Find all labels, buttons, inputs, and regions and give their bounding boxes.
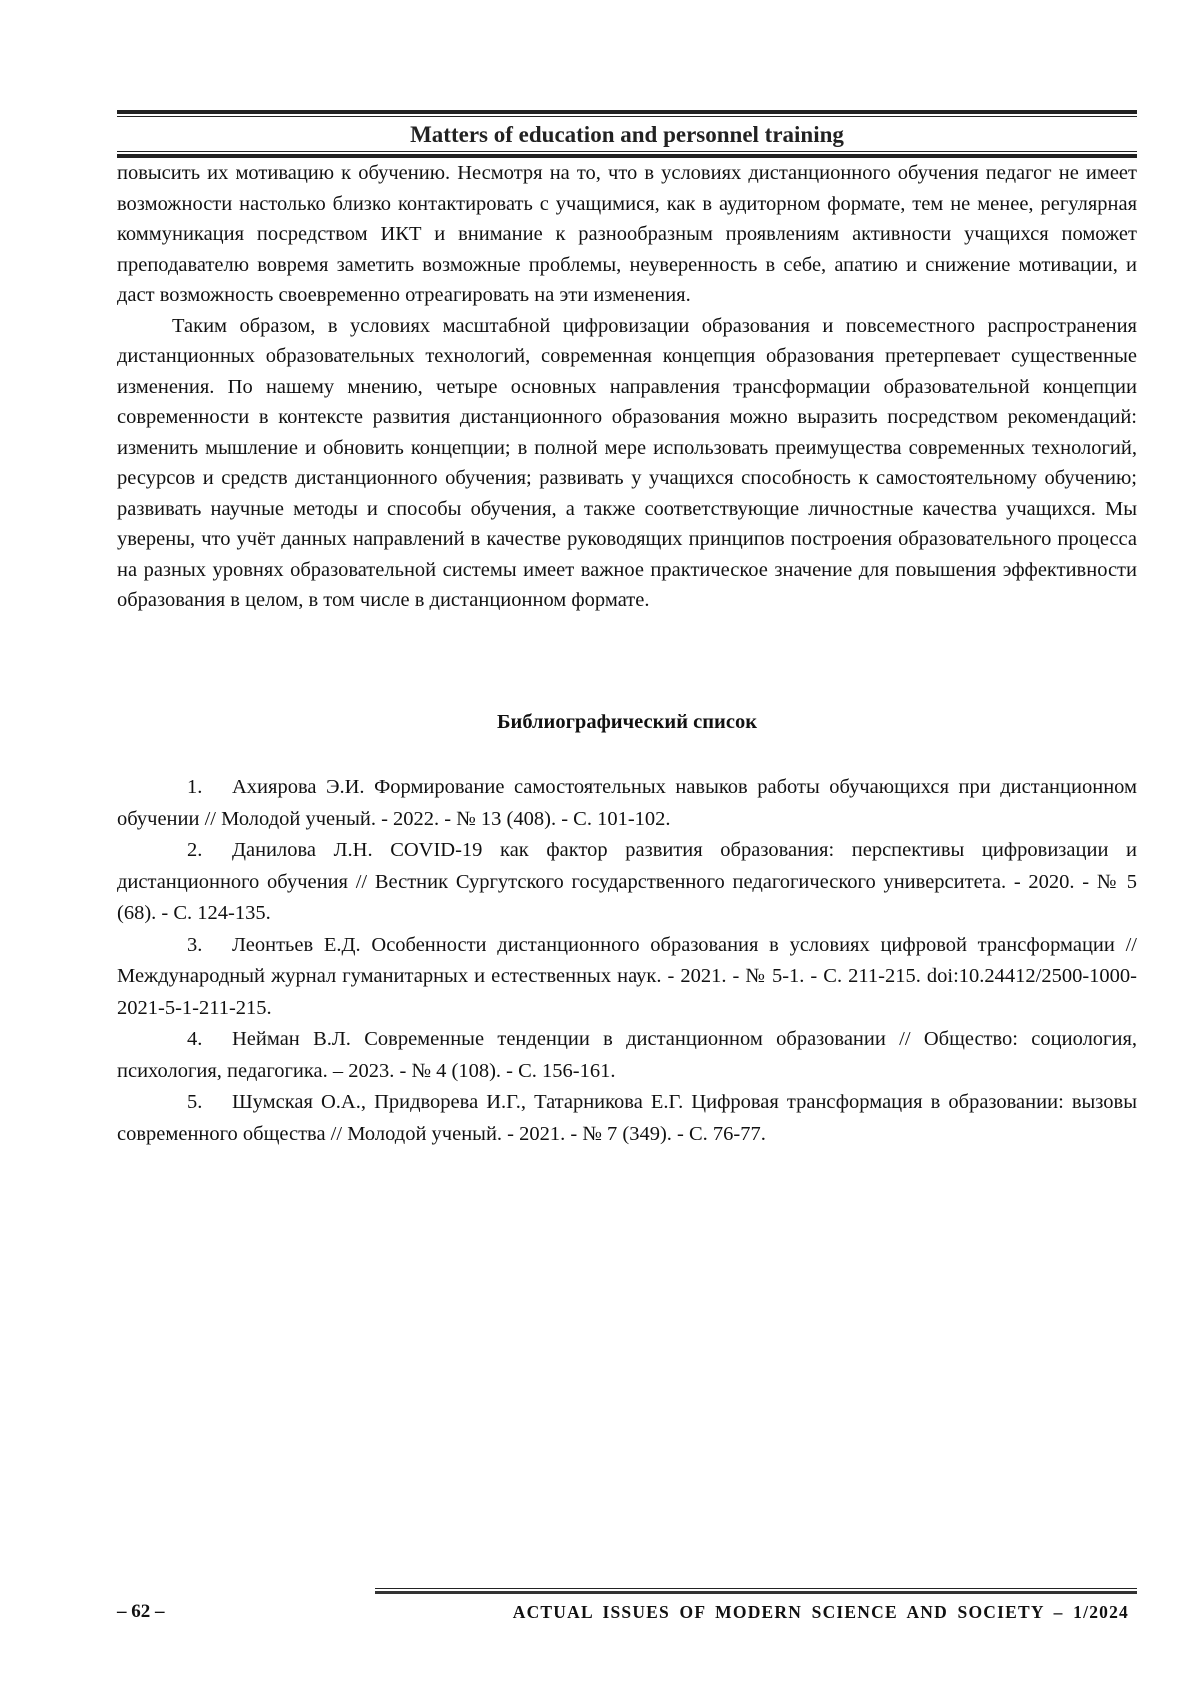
reference-text: Ахиярова Э.И. Формирование самостоятельных навыков работы обучающихся при дистанционном обучении // Молодой ученый. - 2022. - № 13 (408). - С. 101-102. [117,776,1137,830]
reference-number: 2. [187,839,203,861]
reference-number: 5. [187,1091,203,1113]
paragraph-conclusion: Таким образом, в условиях масштабной цифровизации образования и повсеместного распространения дистанционных образовательных технологий, современная концепция образования претерпевает существенные изменения. По нашему мнению, четыре основных направления трансформации образовательной концепции современности в контексте развития дистанционного образования можно выразить посредством рекомендаций: изменить мышление и обновить концепции; в полной мере использовать преимущества современных технологий, ресурсов и средств дистанционного обучения; развивать у учащихся способность к самостоятельному обучению; развивать научные методы и способы обучения, а также соответствующие личностные качества учащихся. Мы уверены, что учёт данных направлений в качестве руководящих принципов построения образовательного процесса на разных уровнях образовательной системы имеет важное практическое значение для повышения эффективности образования в целом, в том числе в дистанционном формате. [117,314,1137,611]
journal-name: ACTUAL ISSUES OF MODERN SCIENCE AND SOCIETY – 1/2024 [512,1602,1129,1622]
paragraph-continued: повысить их мотивацию к обучению. Несмотря на то, что в условиях дистанционного обучения педагог не имеет возможности настолько близко контактировать с учащимися, как в аудиторном формате, тем не менее, регулярная коммуникация посредством ИКТ и внимание к разнообразным проявлениям активности учащихся поможет преподавателю вовремя заметить возможные проблемы, неуверенность в себе, апатию и снижение мотивации, и даст возможность своевременно отреагировать на эти изменения. [117,162,1137,306]
bibliography-list [117,772,1137,1150]
reference-item [117,772,1137,835]
running-footer [117,1588,1137,1628]
reference-number: 3. [187,933,203,956]
reference-item [117,1024,1137,1087]
footer-rule-thick [375,1591,1137,1594]
reference-item [117,930,1137,1025]
reference-number: 1. [187,776,203,798]
reference-text: Шумская О.А., Придворева И.Г., Татарникова Е.Г. Цифровая трансформация в образовании: вызовы современного общества // Молодой ученый. - 2021. - № 7 (349). - С. 76-77. [117,1091,1137,1145]
running-header [117,110,1137,158]
reference-item [117,835,1137,930]
header-title: Matters of education and personnel training [410,122,844,147]
reference-text: Нейман В.Л. Современные тенденции в дистанционном образовании // Общество: социология, психология, педагогика. – 2023. - № 4 (108). - С. 156-161. [117,1028,1137,1082]
reference-text: Леонтьев Е.Д. Особенности дистанционного образования в условиях цифровой трансформации // Международный журнал гуманитарных и естественных наук. - 2021. - № 5-1. - С. 211-215. doi:10.24412/2500-1000-2021-5-1-211-215. [117,933,1137,1019]
page-number: – 62 – [117,1601,165,1622]
footer-rules [375,1588,1137,1594]
bibliography-title: Библиографический список [496,711,758,733]
reference-item [117,1087,1137,1150]
reference-text: Данилова Л.Н. COVID-19 как фактор развития образования: перспективы цифровизации и дистанционного обучения // Вестник Сургутского государственного педагогического университета. - 2020. - № 5 (68). - С. 124-135. [117,839,1137,924]
reference-number: 4. [187,1028,203,1050]
body-text [117,158,1137,616]
